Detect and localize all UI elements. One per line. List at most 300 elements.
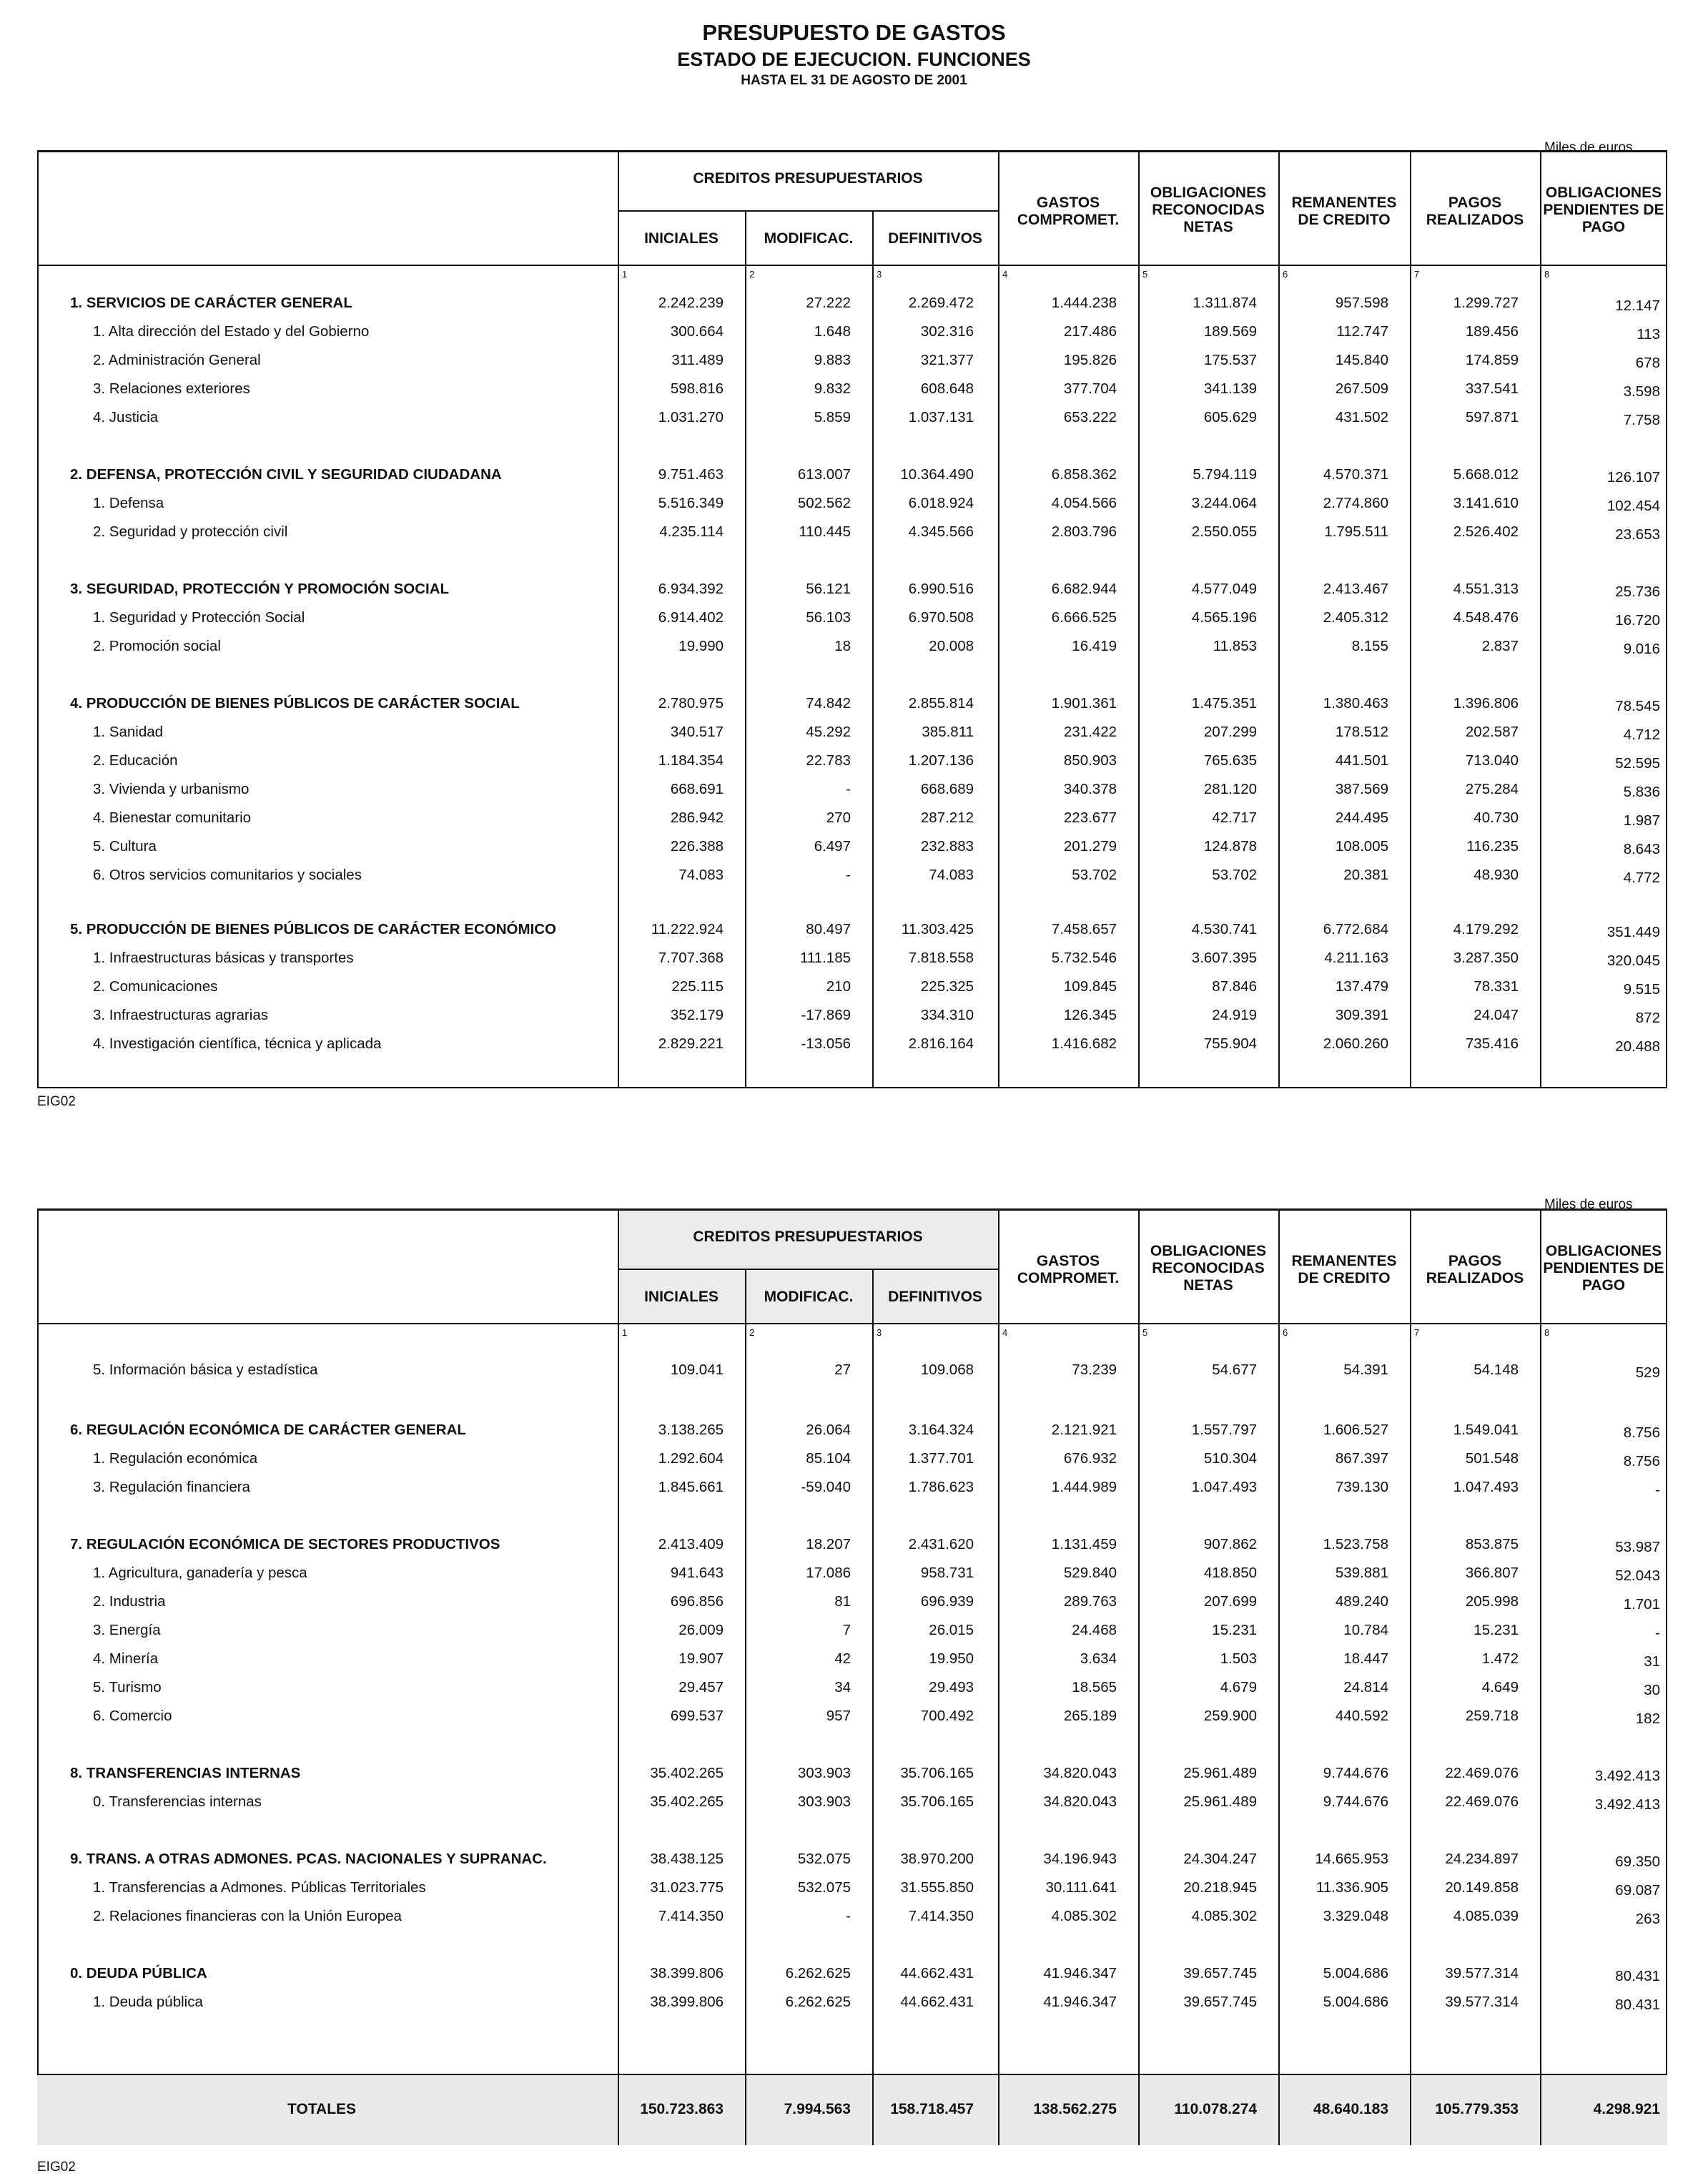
cell-value: 116.235	[1466, 838, 1519, 855]
cell-value: 225.115	[671, 978, 724, 995]
creditos-divider	[618, 1269, 998, 1270]
page-subtitle: ESTADO DE EJECUCION. FUNCIONES	[677, 49, 1031, 70]
cell-value: 1.845.661	[658, 1479, 724, 1495]
cell-value: 440.592	[1335, 1708, 1388, 1724]
cell-value: 4.211.163	[1324, 950, 1388, 966]
row-label: 2. Seguridad y protección civil	[93, 523, 288, 540]
table-row	[37, 1589, 1667, 1616]
cell-value: 4.085.302	[1191, 1908, 1257, 1924]
budget-table-2	[37, 1208, 1667, 2145]
cell-value: 1.444.238	[1051, 295, 1117, 311]
row-label: 3. Vivienda y urbanismo	[93, 781, 250, 797]
cell-value: 1.299.727	[1453, 295, 1519, 311]
cell-value: 38.438.125	[650, 1851, 724, 1867]
cell-value: 18	[834, 638, 851, 654]
cell-value: -13.056	[801, 1035, 851, 1052]
cell-value: 598.816	[670, 380, 724, 397]
cell-value: 532.075	[797, 1851, 851, 1867]
cell-value: 2.837	[1481, 638, 1519, 654]
cell-value: 303.903	[797, 1765, 851, 1781]
cell-value: 7.818.558	[908, 950, 974, 966]
cell-value: 4.085.039	[1453, 1908, 1519, 1924]
remanentes-header: REMANENTES DE CREDITO	[1291, 195, 1397, 228]
cell-value: 52.595	[1615, 755, 1660, 772]
category-row	[37, 917, 1667, 944]
cell-value: 175.537	[1203, 352, 1257, 368]
cell-value: 35.706.165	[900, 1793, 974, 1810]
cell-value: 22.469.076	[1445, 1765, 1519, 1781]
cell-value: 112.747	[1336, 323, 1388, 340]
row-label: 5. Información básica y estadística	[93, 1362, 318, 1378]
cell-value: 8.756	[1623, 1453, 1660, 1469]
row-label: 4. Bienestar comunitario	[93, 809, 252, 826]
table-row	[37, 1989, 1667, 2017]
column-number: 1	[622, 269, 628, 280]
cell-value: 2.526.402	[1453, 523, 1519, 540]
cell-value: 202.587	[1465, 724, 1519, 740]
pagos-header: PAGOS REALIZADOS	[1426, 1253, 1524, 1286]
cell-value: 6.262.625	[785, 1965, 851, 1981]
creditos-header: CREDITOS PRESUPUESTARIOS	[693, 1229, 923, 1245]
cell-value: 1.184.354	[658, 752, 724, 769]
cell-value: 35.402.265	[650, 1793, 724, 1810]
cell-value: 259.900	[1203, 1708, 1257, 1724]
cell-value: 145.840	[1335, 352, 1388, 368]
table-row	[37, 1703, 1667, 1730]
table-row	[37, 777, 1667, 804]
row-label: 4. Justicia	[93, 409, 159, 425]
cell-value: 334.310	[920, 1007, 974, 1023]
cell-value: 2.829.221	[658, 1035, 724, 1052]
cell-value: 38.399.806	[650, 1994, 724, 2010]
document-code: EIG02	[37, 1094, 76, 1109]
cell-value: 1.207.136	[908, 752, 974, 769]
category-row	[37, 462, 1667, 489]
cell-value: 205.998	[1465, 1593, 1519, 1610]
cell-value: 8.155	[1351, 638, 1388, 654]
cell-value: 309.391	[1335, 1007, 1388, 1023]
cell-value: 1.311.874	[1193, 295, 1257, 311]
row-label: 4. PRODUCCIÓN DE BIENES PÚBLICOS DE CARÁCTER SOCIAL	[70, 695, 520, 712]
category-row	[37, 1846, 1667, 1874]
cell-value: 40.730	[1473, 809, 1519, 826]
cell-value: 110.445	[799, 523, 851, 540]
table-row	[37, 834, 1667, 861]
cell-value: 765.635	[1203, 752, 1257, 769]
cell-value: 44.662.431	[900, 1965, 974, 1981]
cell-value: 53.702	[1072, 867, 1117, 883]
total-value: 4.298.921	[1593, 2101, 1660, 2117]
cell-value: 653.222	[1063, 409, 1117, 425]
cell-value: 53.702	[1212, 867, 1257, 883]
cell-value: 41.946.347	[1043, 1994, 1117, 2010]
table-row	[37, 1618, 1667, 1645]
row-label: 4. Investigación científica, técnica y aplicada	[93, 1035, 382, 1052]
row-label: 1. SERVICIOS DE CARÁCTER GENERAL	[70, 295, 352, 311]
cell-value: 109.845	[1063, 978, 1117, 995]
cell-value: 2.803.796	[1051, 523, 1117, 540]
cell-value: 25.736	[1615, 584, 1660, 600]
cell-value: 15.231	[1473, 1622, 1519, 1638]
cell-value: 16.720	[1615, 612, 1660, 629]
cell-value: 1.047.493	[1453, 1479, 1519, 1495]
cell-value: 14.665.953	[1315, 1851, 1388, 1867]
cell-value: 108.005	[1335, 838, 1388, 855]
cell-value: 39.657.745	[1183, 1965, 1257, 1981]
cell-value: 31.023.775	[650, 1879, 724, 1896]
cell-value: 54.391	[1343, 1362, 1388, 1378]
cell-value: 178.512	[1335, 724, 1388, 740]
cell-value: 1.503	[1220, 1650, 1257, 1667]
cell-value: 20.008	[929, 638, 974, 654]
pendientes-header: OBLIGACIONES PENDIENTES DE PAGO	[1543, 184, 1664, 235]
cell-value: 53.987	[1615, 1539, 1660, 1555]
cell-value: 56.121	[806, 581, 851, 597]
cell-value: 1.987	[1623, 812, 1660, 829]
cell-value: 10.364.490	[900, 466, 974, 483]
creditos-header: CREDITOS PRESUPUESTARIOS	[693, 170, 923, 187]
row-label: 3. Infraestructuras agrarias	[93, 1007, 268, 1023]
cell-value: 337.541	[1465, 380, 1519, 397]
row-label: 1. Alta dirección del Estado y del Gobierno	[93, 323, 370, 340]
cell-value: 539.881	[1335, 1565, 1388, 1581]
cell-value: 2.855.814	[908, 695, 974, 712]
cell-value: 6.497	[814, 838, 851, 855]
cell-value: 501.548	[1465, 1450, 1519, 1467]
row-label: 2. Relaciones financieras con la Unión Europea	[93, 1908, 402, 1924]
cell-value: 19.950	[929, 1650, 974, 1667]
cell-value: 34.820.043	[1043, 1793, 1117, 1810]
cell-value: 4.570.371	[1323, 466, 1388, 483]
cell-value: 2.060.260	[1323, 1035, 1388, 1052]
cell-value: 907.862	[1203, 1536, 1257, 1552]
cell-value: 34.820.043	[1043, 1765, 1117, 1781]
cell-value: 48.930	[1473, 867, 1519, 883]
cell-value: 608.648	[920, 380, 974, 397]
row-label: 3. SEGURIDAD, PROTECCIÓN Y PROMOCIÓN SOCIAL	[70, 581, 450, 597]
cell-value: 80.431	[1615, 1968, 1660, 1984]
cell-value: 1.380.463	[1323, 695, 1388, 712]
cell-value: 1.523.758	[1323, 1536, 1388, 1552]
cell-value: 11.853	[1213, 638, 1257, 654]
totals-row	[37, 2089, 1667, 2132]
cell-value: 4.772	[1623, 870, 1660, 886]
gastos-header: GASTOS COMPROMET.	[1017, 195, 1120, 228]
definitivos-header: DEFINITIVOS	[888, 230, 982, 247]
table-row	[37, 605, 1667, 632]
cell-value: 7.414.350	[658, 1908, 724, 1924]
cell-value: 39.577.314	[1445, 1965, 1519, 1981]
cell-value: 1.901.361	[1051, 695, 1117, 712]
cell-value: 1.416.682	[1051, 1035, 1117, 1052]
cell-value: 207.299	[1203, 724, 1257, 740]
cell-value: 2.816.164	[908, 1035, 974, 1052]
cell-value: 1.131.459	[1051, 1536, 1117, 1552]
column-number: 4	[1002, 1327, 1008, 1338]
cell-value: 4.565.196	[1191, 609, 1257, 626]
column-number: 5	[1142, 269, 1148, 280]
cell-value: 126.345	[1063, 1007, 1117, 1023]
table-row	[37, 748, 1667, 775]
total-value: 138.562.275	[1033, 2101, 1117, 2117]
cell-value: 38.399.806	[650, 1965, 724, 1981]
cell-value: 696.939	[920, 1593, 974, 1610]
cell-value: 25.961.489	[1183, 1793, 1257, 1810]
cell-value: 4.577.049	[1191, 581, 1257, 597]
column-number: 4	[1002, 269, 1008, 280]
cell-value: 2.242.239	[658, 295, 724, 311]
obligaciones-header: OBLIGACIONES RECONOCIDAS NETAS	[1150, 184, 1267, 235]
column-number: 2	[749, 269, 755, 280]
row-label: 0. DEUDA PÚBLICA	[70, 1965, 207, 1981]
cell-value: 351.449	[1606, 924, 1660, 940]
column-number: 8	[1544, 269, 1550, 280]
cell-value: 4.530.741	[1191, 921, 1257, 937]
cell-value: 126.107	[1606, 469, 1660, 486]
category-row	[37, 290, 1667, 317]
cell-value: 2.413.467	[1323, 581, 1388, 597]
column-number: 8	[1544, 1327, 1550, 1338]
cell-value: 38.970.200	[900, 1851, 974, 1867]
cell-value: 30	[1644, 1682, 1660, 1698]
cell-value: 207.699	[1203, 1593, 1257, 1610]
cell-value: 124.878	[1203, 838, 1257, 855]
total-value: 110.078.274	[1174, 2101, 1257, 2117]
table-row	[37, 634, 1667, 661]
cell-value: 102.454	[1606, 498, 1660, 514]
column-number: 2	[749, 1327, 755, 1338]
cell-value: 20.381	[1343, 867, 1388, 883]
cell-value: 286.942	[670, 809, 724, 826]
cell-value: 9.832	[814, 380, 851, 397]
cell-value: 2.121.921	[1051, 1422, 1117, 1438]
column-number: 3	[877, 1327, 882, 1338]
cell-value: 3.607.395	[1191, 950, 1257, 966]
cell-value: 15.231	[1212, 1622, 1257, 1638]
cell-value: 4.085.302	[1051, 1908, 1117, 1924]
cell-value: 85.104	[806, 1450, 851, 1467]
row-label: 1. Defensa	[93, 495, 164, 511]
cell-value: 385.811	[922, 724, 974, 740]
column-number: 7	[1414, 1327, 1420, 1338]
row-label: 2. Comunicaciones	[93, 978, 218, 995]
row-label: 2. Administración General	[93, 352, 261, 368]
cell-value: -	[846, 867, 851, 883]
cell-value: 34.196.943	[1043, 1851, 1117, 1867]
cell-value: 225.325	[920, 978, 974, 995]
cell-value: 3.164.324	[908, 1422, 974, 1438]
category-row	[37, 1532, 1667, 1559]
cell-value: 74.842	[806, 695, 851, 712]
cell-value: 6.934.392	[658, 581, 724, 597]
row-label: 1. Deuda pública	[93, 1994, 203, 2010]
cell-value: 1.047.493	[1191, 1479, 1257, 1495]
cell-value: 1.701	[1623, 1596, 1660, 1613]
cell-value: 56.103	[806, 609, 851, 626]
cell-value: 74.083	[678, 867, 724, 883]
cell-value: 182	[1635, 1710, 1660, 1727]
definitivos-header: DEFINITIVOS	[888, 1289, 982, 1305]
cell-value: 81	[834, 1593, 851, 1610]
cell-value: 210	[826, 978, 851, 995]
cell-value: 24.047	[1473, 1007, 1519, 1023]
cell-value: 35.706.165	[900, 1765, 974, 1781]
cell-value: 352.179	[670, 1007, 724, 1023]
table-row	[37, 974, 1667, 1001]
row-label: 4. Minería	[93, 1650, 159, 1667]
row-label: 8. TRANSFERENCIAS INTERNAS	[70, 1765, 301, 1781]
cell-value: 10.784	[1343, 1622, 1388, 1638]
category-row	[37, 1417, 1667, 1444]
cell-value: 195.826	[1063, 352, 1117, 368]
cell-value: 9.016	[1623, 641, 1660, 657]
column-number: 6	[1283, 1327, 1288, 1338]
cell-value: 1.606.527	[1323, 1422, 1388, 1438]
cell-value: 696.856	[670, 1593, 724, 1610]
cell-value: 2.413.409	[658, 1536, 724, 1552]
cell-value: 366.807	[1465, 1565, 1519, 1581]
category-row	[37, 1761, 1667, 1788]
cell-value: 529.840	[1063, 1565, 1117, 1581]
cell-value: 80.497	[806, 921, 851, 937]
cell-value: 275.284	[1465, 781, 1519, 797]
cell-value: 8.643	[1623, 841, 1660, 857]
cell-value: 111.185	[799, 950, 851, 966]
cell-value: 4.235.114	[659, 523, 724, 540]
category-row	[37, 1961, 1667, 1988]
cell-value: 739.130	[1335, 1479, 1388, 1495]
table-row	[37, 1904, 1667, 1931]
cell-value: 431.502	[1335, 409, 1388, 425]
table-row	[37, 805, 1667, 832]
cell-value: 6.772.684	[1323, 921, 1388, 937]
row-label: 3. Energía	[93, 1622, 161, 1638]
cell-value: 529	[1635, 1364, 1660, 1381]
cell-value: 226.388	[670, 838, 724, 855]
row-label: 6. Otros servicios comunitarios y sociales	[93, 867, 362, 883]
table-row	[37, 1675, 1667, 1702]
cell-value: 699.537	[670, 1708, 724, 1724]
cell-value: 24.304.247	[1183, 1851, 1257, 1867]
pendientes-header: OBLIGACIONES PENDIENTES DE PAGO	[1543, 1243, 1664, 1294]
cell-value: 1.031.270	[658, 409, 724, 425]
cell-value: 69.087	[1615, 1882, 1660, 1899]
table-row	[37, 1446, 1667, 1473]
cell-value: 957	[826, 1708, 851, 1724]
cell-value: 244.495	[1335, 809, 1388, 826]
cell-value: 853.875	[1465, 1536, 1519, 1552]
cell-value: 2.774.860	[1323, 495, 1388, 511]
column-number: 1	[622, 1327, 628, 1338]
cell-value: 1.037.131	[908, 409, 974, 425]
report-date: HASTA EL 31 DE AGOSTO DE 2001	[741, 73, 967, 88]
cell-value: 45.292	[806, 724, 851, 740]
cell-value: 24.814	[1343, 1679, 1388, 1695]
table-row	[37, 405, 1667, 432]
cell-value: 1.377.701	[908, 1450, 974, 1467]
table-row	[37, 519, 1667, 546]
cell-value: 26.015	[929, 1622, 974, 1638]
table-row	[37, 376, 1667, 403]
table-row	[37, 1003, 1667, 1030]
cell-value: 4.345.566	[908, 523, 974, 540]
cell-value: 5.516.349	[658, 495, 724, 511]
table-row	[37, 1560, 1667, 1587]
cell-value: 668.691	[670, 781, 724, 797]
gastos-header: GASTOS COMPROMET.	[1017, 1253, 1120, 1286]
cell-value: 26.009	[678, 1622, 724, 1638]
cell-value: 341.139	[1203, 380, 1257, 397]
cell-value: 4.649	[1481, 1679, 1519, 1695]
table-row	[37, 491, 1667, 518]
cell-value: 109.068	[920, 1362, 974, 1378]
cell-value: 300.664	[670, 323, 724, 340]
row-label: 1. Transferencias a Admones. Públicas Territoriales	[93, 1879, 426, 1896]
cell-value: 174.859	[1465, 352, 1519, 368]
category-row	[37, 691, 1667, 718]
cell-value: 189.569	[1203, 323, 1257, 340]
cell-value: 6.914.402	[658, 609, 724, 626]
page-title: PRESUPUESTO DE GASTOS	[702, 20, 1006, 45]
row-label: 2. Promoción social	[93, 638, 221, 654]
category-row	[37, 576, 1667, 604]
cell-value: 287.212	[920, 809, 974, 826]
cell-value: 73.239	[1072, 1362, 1117, 1378]
cell-value: 189.456	[1465, 323, 1519, 340]
row-label: 5. Turismo	[93, 1679, 162, 1695]
cell-value: 872	[1635, 1010, 1660, 1026]
cell-value: 510.304	[1203, 1450, 1257, 1467]
cell-value: 263	[1635, 1911, 1660, 1927]
table-row	[37, 1357, 1667, 1384]
cell-value: 1.472	[1481, 1650, 1519, 1667]
cell-value: 502.562	[797, 495, 851, 511]
cell-value: 735.416	[1465, 1035, 1519, 1052]
cell-value: 700.492	[920, 1708, 974, 1724]
cell-value: 24.468	[1072, 1622, 1117, 1638]
cell-value: 5.794.119	[1193, 466, 1257, 483]
cell-value: 231.422	[1063, 724, 1117, 740]
cell-value: 6.970.508	[908, 609, 974, 626]
cell-value: 5.732.546	[1051, 950, 1117, 966]
total-value: 150.723.863	[640, 2101, 724, 2117]
cell-value: 3.244.064	[1191, 495, 1257, 511]
cell-value: 137.479	[1335, 978, 1388, 995]
units-label: Miles de euros	[1544, 140, 1633, 155]
header-divider	[37, 1323, 1667, 1324]
cell-value: 289.763	[1063, 1593, 1117, 1610]
cell-value: 713.040	[1465, 752, 1519, 769]
cell-value: 755.904	[1203, 1035, 1257, 1052]
cell-value: 39.657.745	[1183, 1994, 1257, 2010]
cell-value: 5.668.012	[1453, 466, 1519, 483]
cell-value: 4.551.313	[1453, 581, 1519, 597]
cell-value: 109.041	[670, 1362, 724, 1378]
cell-value: 22.783	[806, 752, 851, 769]
table-row	[37, 1031, 1667, 1058]
cell-value: 1.396.806	[1453, 695, 1519, 712]
cell-value: 8.756	[1623, 1424, 1660, 1441]
cell-value: 9.515	[1623, 981, 1660, 998]
cell-value: 39.577.314	[1445, 1994, 1519, 2010]
cell-value: 320.045	[1606, 952, 1660, 969]
cell-value: 11.222.924	[651, 921, 724, 937]
cell-value: 26.064	[806, 1422, 851, 1438]
row-label: 2. Industria	[93, 1593, 166, 1610]
cell-value: 6.858.362	[1051, 466, 1117, 483]
budget-table-1	[37, 150, 1667, 1088]
cell-value: 17.086	[806, 1565, 851, 1581]
